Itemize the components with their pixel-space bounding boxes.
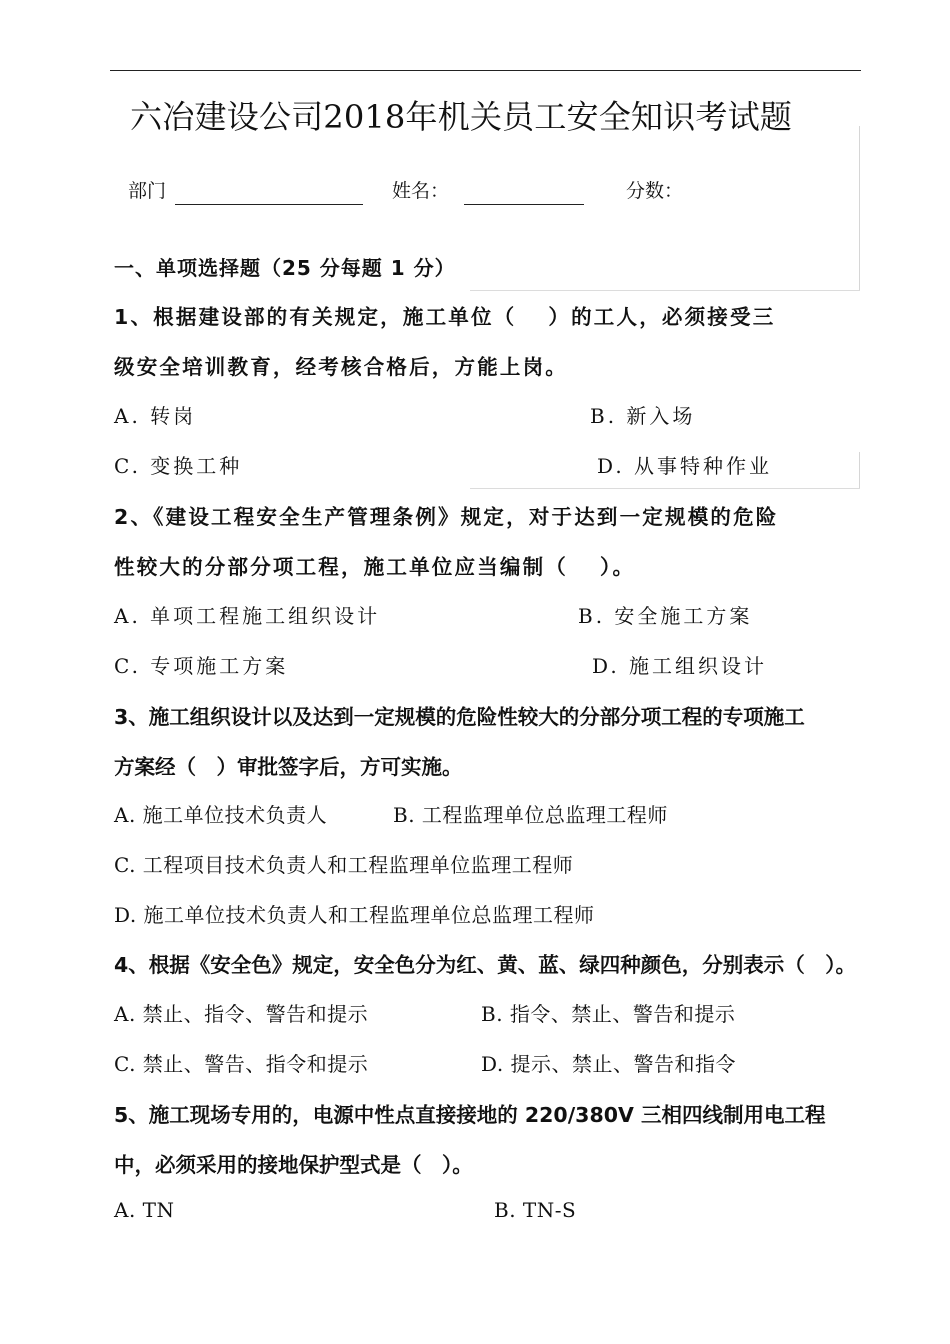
question-1-line-1: 1、根据建设部的有关规定，施工单位（ ）的工人，必须接受三 [114, 305, 776, 329]
question-1-line-2: 级安全培训教育，经考核合格后，方能上岗。 [114, 355, 568, 379]
name-label: 姓名： [392, 180, 450, 202]
q1-option-a: A. 转岗 [114, 404, 197, 428]
name-blank[interactable] [464, 204, 584, 205]
q4-option-b: B. 指令、禁止、警告和提示 [481, 1002, 736, 1026]
question-3-line-1: 3、施工组织设计以及达到一定规模的危险性较大的分部分项工程的专项施工 [114, 705, 805, 729]
exam-title: 六冶建设公司2018年机关员工安全知识考试题 [130, 98, 793, 136]
q2-option-d: D. 施工组织设计 [592, 654, 768, 678]
frame-line [470, 488, 860, 489]
section-heading: 一、单项选择题（25 分每题 1 分） [114, 256, 456, 280]
q4-option-a: A. 禁止、指令、警告和提示 [114, 1002, 369, 1026]
frame-line [470, 290, 860, 291]
question-3-line-2: 方案经（ ）审批签字后，方可实施。 [114, 755, 463, 779]
q4-option-d: D. 提示、禁止、警告和指令 [481, 1052, 737, 1076]
q5-option-a: A. TN [114, 1198, 175, 1222]
q1-option-d: D. 从事特种作业 [597, 454, 773, 478]
q2-option-c: C. 专项施工方案 [114, 654, 289, 678]
frame-line [859, 126, 860, 290]
q3-option-d: D. 施工单位技术负责人和工程监理单位总监理工程师 [114, 903, 595, 927]
dept-label: 部门 [128, 180, 167, 202]
q5-option-b: B. TN-S [494, 1198, 577, 1222]
q2-option-a: A. 单项工程施工组织设计 [114, 604, 381, 628]
score-label: 分数： [626, 180, 684, 202]
q1-option-b: B. 新入场 [590, 404, 696, 428]
question-2-line-2: 性较大的分部分项工程，施工单位应当编制（ ）。 [114, 555, 636, 579]
q4-option-c: C. 禁止、警告、指令和提示 [114, 1052, 369, 1076]
q3-option-b: B. 工程监理单位总监理工程师 [393, 803, 668, 827]
header-rule [110, 70, 861, 71]
question-5-line-2: 中，必须采用的接地保护型式是（ ）。 [114, 1153, 473, 1177]
q3-option-a: A. 施工单位技术负责人 [114, 803, 328, 827]
q1-option-c: C. 变换工种 [114, 454, 243, 478]
dept-blank[interactable] [175, 204, 363, 205]
question-4-line-1: 4、根据《安全色》规定，安全色分为红、黄、蓝、绿四种颜色，分别表示（ ）。 [114, 953, 857, 977]
question-5-line-1: 5、施工现场专用的，电源中性点直接接地的 220/380V 三相四线制用电工程 [114, 1103, 826, 1127]
q2-option-b: B. 安全施工方案 [578, 604, 753, 628]
frame-line [859, 452, 860, 488]
question-2-line-1: 2、《建设工程安全生产管理条例》规定，对于达到一定规模的危险 [114, 505, 779, 529]
q3-option-c: C. 工程项目技术负责人和工程监理单位监理工程师 [114, 853, 574, 877]
